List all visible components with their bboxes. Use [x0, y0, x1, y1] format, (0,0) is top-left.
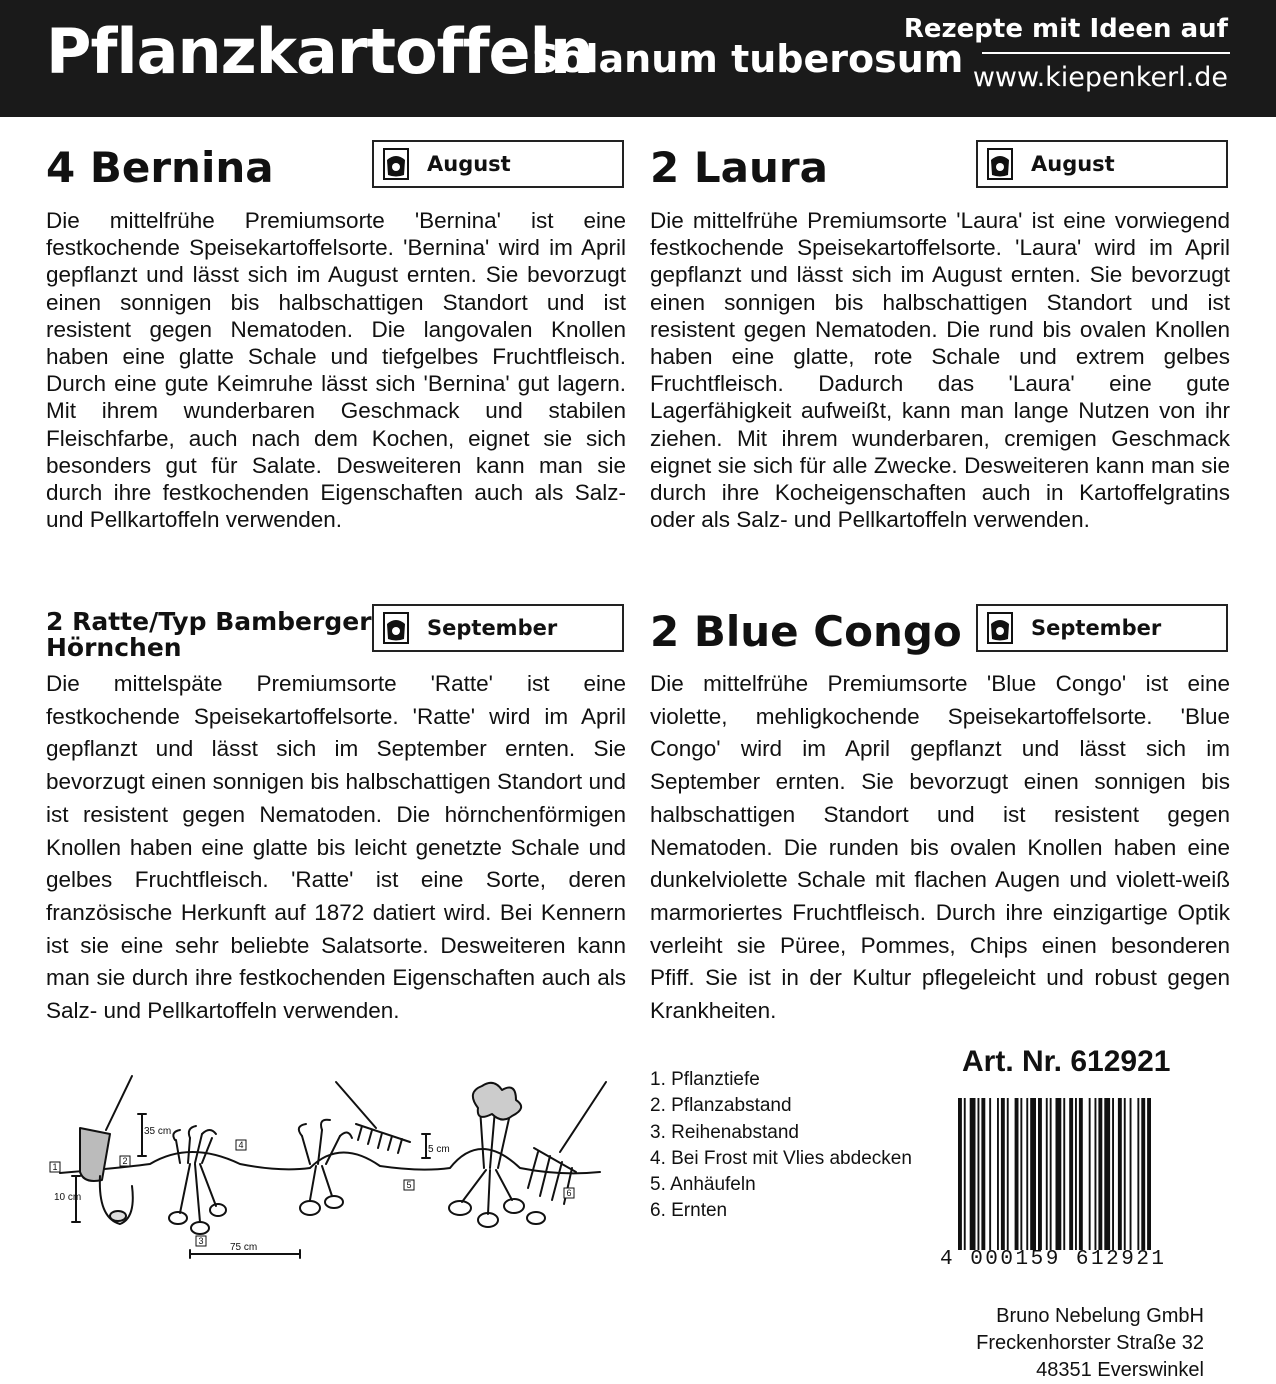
harvest-month: August	[427, 152, 511, 176]
company-name: Bruno Nebelung GmbH	[996, 1305, 1204, 1327]
label-5cm: 5 cm	[428, 1144, 450, 1155]
barcode-bar	[958, 1098, 962, 1250]
article-number: Art. Nr. 612921	[962, 1045, 1171, 1078]
barcode-bar	[1112, 1098, 1114, 1250]
harvest-bag-icon	[383, 148, 409, 180]
barcode-bar	[1147, 1098, 1151, 1250]
label-35cm: 35 cm	[144, 1126, 172, 1137]
manufacturer-address	[976, 1303, 1204, 1384]
barcode-bar	[1104, 1098, 1110, 1250]
barcode-bar	[1030, 1098, 1036, 1250]
planting-steps-illustration	[40, 1068, 610, 1268]
barcode-bar	[1020, 1098, 1022, 1250]
variety-description-ratte: Die mittelspäte Premiumsorte 'Ratte' ist eine festkochende Speisekartoffelsorte. 'Ratte' wird im April gepflanzt und lässt sich im September ernten. Sie bevorzugt einen sonnigen bis halbschattigen Standort und ist resistent gegen Nematoden. Die hörnchenförmigen Knollen haben eine glatte bis leicht genetzte Schale und gelbes Fruchtfleisch. 'Ratte' ist eine Sorte, deren französische Herkunft auf 1872 datiert wird. Bei Kennern ist sie eine sehr beliebte Salatsorte. Desweiteren kann man sie durch ihre festkochenden Eigenschaften auch als Salz- und Pellkartoffeln verwenden.	[46, 671, 626, 1024]
variety-title-blue-congo: 2 Blue Congo	[650, 607, 962, 656]
barcode-bar	[1124, 1098, 1126, 1250]
barcode-bar	[970, 1098, 976, 1250]
barcode-bar	[1046, 1098, 1048, 1250]
variety-title-line: 2 Ratte/Typ Bamberger	[46, 607, 372, 636]
website-link[interactable]: www.kiepenkerl.de	[972, 62, 1228, 93]
planting-steps-legend	[650, 1067, 912, 1225]
recipes-note: Rezepte mit Ideen auf	[903, 14, 1228, 44]
step-item: 4. Bei Frost mit Vlies abdecken	[650, 1147, 912, 1169]
harvest-box-ratte	[372, 604, 624, 652]
barcode-bar	[1050, 1098, 1052, 1250]
barcode-bar	[1095, 1098, 1097, 1250]
step-item: 2. Pflanzabstand	[650, 1095, 792, 1117]
barcode-bar	[1069, 1098, 1073, 1250]
barcode-bar	[981, 1098, 985, 1250]
harvest-box-bernina	[372, 140, 624, 188]
harvest-bag-icon	[987, 612, 1013, 644]
harvest-month: August	[1031, 152, 1115, 176]
harvest-bag-icon	[987, 148, 1013, 180]
header-divider	[982, 52, 1230, 54]
variety-description-laura: Die mittelfrühe Premiumsorte 'Laura' ist eine vorwiegend festkochende Speisekartoffelsorte. 'Laura' wird im April gepflanzt und lässt sich im August ernten. Sie bevorzugt einen sonnigen bis halbschattigen Standort und ist resistent gegen Nematoden. Die rund bis ovalen Knollen haben eine glatte, rote Schale und extrem gelbes Fruchtfleisch. Dadurch das 'Laura' eine gute Lagerfähigkeit aufweißt, kann man lange Nutzen von ihr ziehen. Mit ihrem wunderbaren, cremigen Geschmack eignet sie sich für alle Zwecke. Desweiteren kann man sie durch ihre Kocheigenschaften auch in Kartoffelgratins oder als Salz- und Pellkartoffeln verwenden.	[650, 208, 1230, 533]
step-item: 1. Pflanztiefe	[650, 1069, 760, 1090]
barcode-bar	[1141, 1098, 1145, 1250]
step-marker-6: 6	[566, 1188, 572, 1198]
variety-title-bernina: 4 Bernina	[46, 143, 274, 192]
variety-title-ratte	[46, 609, 372, 661]
barcode-bar	[1056, 1098, 1062, 1250]
header-banner	[0, 0, 1276, 117]
barcode-bar	[1063, 1098, 1065, 1250]
variety-description-blue-congo: Die mittelfrühe Premiumsorte 'Blue Congo' ist eine violette, mehligkochende Speisekartoffelsorte. 'Blue Congo' wird im April gepflanzt und lässt sich im September ernten. Sie bevorzugt einen sonnigen bis halbschattigen Standort und ist resistent gegen Nematoden. Die runden bis ovalen Knollen haben eine dunkelviolette Schale mit flachen Augen und violett-weiß marmoriertes Fruchtfleisch. Durch ihre einzigartige Optik verleiht sie Püree, Pommes, Chips einen besonderen Pfiff. Sie ist in der Kultur pflegeleicht und robust gegen Krankheiten.	[650, 671, 1230, 1024]
barcode-bar	[1075, 1098, 1077, 1250]
variety-title-line: Hörnchen	[46, 633, 182, 662]
barcode-bar	[1007, 1098, 1009, 1250]
harvest-box-blue-congo	[976, 604, 1228, 652]
harvest-box-laura	[976, 140, 1228, 188]
barcode-bar	[964, 1098, 966, 1250]
step-item: 6. Ernten	[650, 1200, 728, 1222]
street: Freckenhorster Straße 32	[976, 1332, 1204, 1354]
barcode-bar	[1118, 1098, 1122, 1250]
step-item: 5. Anhäufeln	[650, 1174, 756, 1196]
barcode-digits: 4 000159 612921	[940, 1248, 1167, 1271]
barcode-bar	[1089, 1098, 1091, 1250]
barcode-bar	[1130, 1098, 1132, 1250]
barcode-bar	[1001, 1098, 1005, 1250]
barcode-icon	[958, 1098, 1204, 1250]
barcode-bar	[1038, 1098, 1042, 1250]
barcode-bar	[1079, 1098, 1083, 1250]
barcode-bar	[997, 1098, 999, 1250]
label-75cm: 75 cm	[230, 1242, 258, 1253]
barcode-bar	[989, 1098, 991, 1250]
city: 48351 Everswinkel	[1036, 1359, 1204, 1381]
step-marker-4: 4	[238, 1140, 244, 1150]
step-marker-2: 2	[122, 1156, 128, 1166]
barcode-bar	[1026, 1098, 1028, 1250]
step-item: 3. Reihenabstand	[650, 1121, 799, 1143]
step-marker-1: 1	[52, 1162, 58, 1172]
variety-title-laura: 2 Laura	[650, 143, 828, 192]
product-title: Pflanzkartoffeln	[46, 15, 593, 88]
barcode-bar	[978, 1098, 980, 1250]
variety-description-bernina: Die mittelfrühe Premiumsorte 'Bernina' ist eine festkochende Speisekartoffelsorte. 'Bernina' wird im April gepflanzt und lässt sich im August ernten. Sie bevorzugt einen sonnigen bis halbschattigen Standort und ist resistent gegen Nematoden. Die langovalen Knollen haben eine glatte Schale und tiefgelbes Fruchtfleisch. Durch eine gute Keimruhe lässt sich 'Bernina' gut lagern. Mit ihrem wunderbaren Geschmack und stabilen Fleischfarbe, auch nach dem Kochen, eignet sie sich besonders gut für Salate. Desweiteren kann man sie durch ihre festkochenden Eigenschaften auch als Salz- und Pellkartoffeln verwenden.	[46, 208, 626, 533]
step-marker-5: 5	[406, 1180, 412, 1190]
label-10cm: 10 cm	[54, 1192, 82, 1203]
harvest-month: September	[1031, 616, 1162, 640]
barcode-bar	[1137, 1098, 1139, 1250]
botanical-name: Solanum tuberosum	[532, 37, 964, 81]
barcode-bar	[1015, 1098, 1019, 1250]
step-marker-3: 3	[198, 1236, 204, 1246]
harvest-bag-icon	[383, 612, 409, 644]
barcode-bar	[1098, 1098, 1102, 1250]
harvest-month: September	[427, 616, 558, 640]
